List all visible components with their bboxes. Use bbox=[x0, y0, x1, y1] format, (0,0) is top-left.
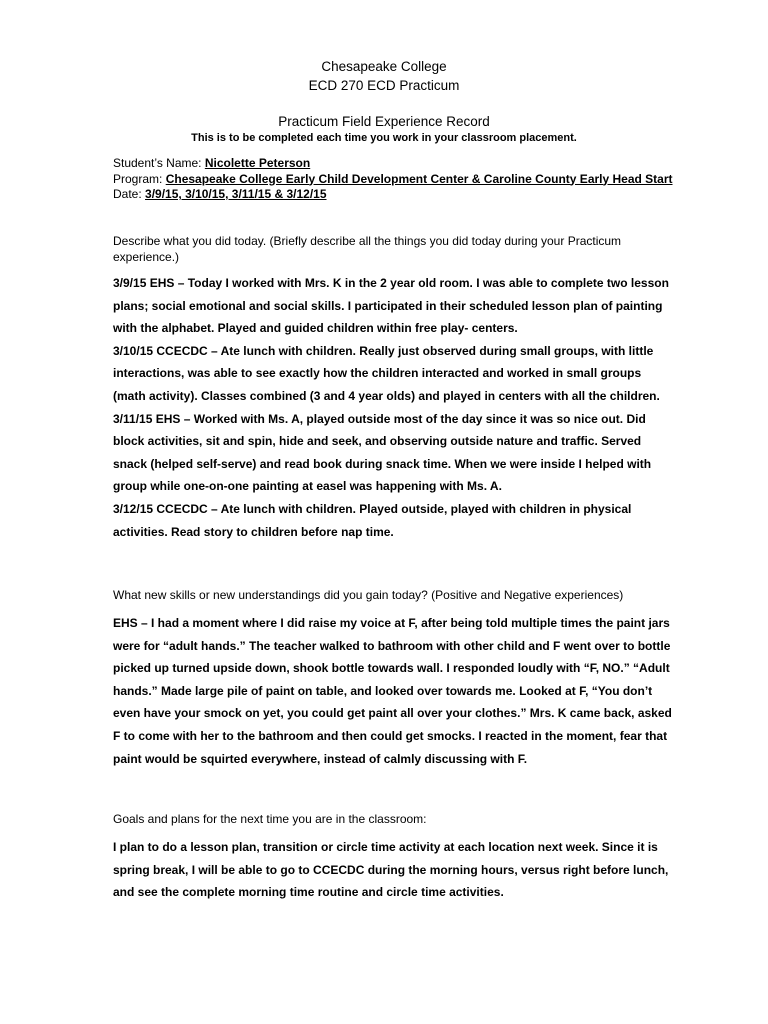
course-title: ECD 270 ECD Practicum bbox=[308, 78, 460, 93]
today-answer bbox=[113, 272, 673, 543]
program-value: Chesapeake College Early Child Development Center & Caroline County Early Head Start bbox=[165, 171, 673, 186]
form-instruction: This is to be completed each time you work in your classroom placement. bbox=[191, 132, 577, 144]
program-row bbox=[113, 172, 673, 188]
student-info bbox=[113, 156, 673, 203]
date-label: Date: bbox=[113, 187, 142, 201]
entry-paragraph: 3/12/15 CCECDC – Ate lunch with children. Played outside, played with children in physical activities. Read story to children before nap time. bbox=[113, 501, 632, 539]
form-title: Practicum Field Experience Record bbox=[278, 114, 490, 129]
entry-paragraph: 3/10/15 CCECDC – Ate lunch with children. Really just observed during small groups, with little interactions, was able to see exactly how the children interacted and worked in small groups (math activity). Classes combined (3 and 4 year olds) and played in centers with all the children. bbox=[113, 343, 660, 403]
student-name-label: Student’s Name: bbox=[113, 156, 202, 170]
goals-answer bbox=[113, 836, 673, 904]
skills-answer bbox=[113, 612, 673, 770]
program-label: Program: bbox=[113, 171, 163, 186]
today-prompt: Describe what you did today. (Briefly describe all the things you did today during your Practicum experience.) bbox=[113, 234, 622, 264]
goals-prompt: Goals and plans for the next time you are in the classroom: bbox=[113, 812, 427, 826]
skills-prompt: What new skills or new understandings did you gain today? (Positive and Negative experiences) bbox=[113, 588, 624, 602]
goals-text: I plan to do a lesson plan, transition or circle time activity at each location next week. Since it is spring break, I will be able to go to CCECDC during the morning hours, versus right before lunch, and see the complete morning time routine and circle time activities. bbox=[113, 840, 669, 900]
entry-paragraph: 3/9/15 EHS – Today I worked with Mrs. K in the 2 year old room. I was able to complete two lesson plans; social emotional and social skills. I participated in their scheduled lesson plan of painting with the alphabet. Played and guided children within free play- centers. bbox=[113, 276, 669, 336]
date-value: 3/9/15, 3/10/15, 3/11/15 & 3/12/15 bbox=[145, 187, 327, 201]
student-name-value: Nicolette Peterson bbox=[204, 156, 311, 170]
student-name-row bbox=[113, 156, 673, 172]
college-name: Chesapeake College bbox=[321, 59, 447, 74]
entry-paragraph: 3/11/15 EHS – Worked with Ms. A, played outside most of the day since it was so nice out. Did block activities, sit and spin, hide and seek, and observing outside nature and traffic. Served snack (helped self-serve) and read book during snack time. When we were inside I helped with group while one-on-one painting at easel was happening with Ms. A. bbox=[113, 411, 652, 494]
document-header bbox=[0, 57, 768, 145]
skills-text: EHS – I had a moment where I did raise my voice at F, after being told multiple times the paint jars were for “adult hands.” The teacher walked to bathroom with other child and F went over to bottle picked up turned upside down, shook bottle towards wall. I responded loudly with “F, NO.” “Adult hands.” Made large pile of paint on table, and looked over towards me. Looked at F, “You don’t even have your smock on yet, you could get paint all over your clothes.” Mrs. K came back, asked F to come with her to the bathroom and then could get smocks. I reacted in the moment, fear that paint would be squirted everywhere, instead of calmly discussing with F. bbox=[113, 616, 672, 766]
date-row bbox=[113, 187, 673, 203]
